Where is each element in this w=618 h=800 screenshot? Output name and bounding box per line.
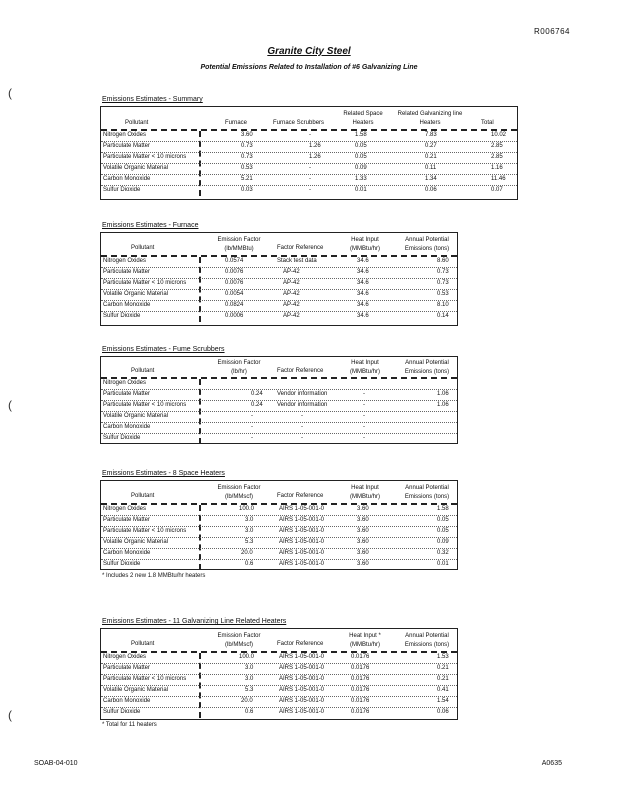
table-row: Volatile Organic Material 0.0054 AP-42 34.6 0.53 (101, 290, 457, 301)
page-title: Granite City Steel (267, 46, 351, 57)
col-header: Total (481, 120, 494, 126)
col-header: Furnace (225, 120, 248, 126)
table-row: Particulate Matter < 10 microns 0.73 1.26 0.05 0.21 2.85 (101, 153, 517, 164)
furnace-table (100, 232, 458, 326)
table-row: Nitrogen Oxides 100.0 AIRS 1-05-001-0 3.60 1.58 (101, 505, 457, 516)
footer-left-code: SOAB-04-010 (34, 760, 78, 767)
table-row: Particulate Matter < 10 microns 3.0 AIRS 1-05-001-0 3.60 0.05 (101, 527, 457, 538)
summary-section-title: Emissions Estimates - Summary (102, 96, 203, 103)
margin-bracket-icon: ( (8, 708, 12, 722)
galv-heaters-footnote: * Total for 11 heaters (102, 722, 157, 728)
table-row: Carbon Monoxide 0.0824 AP-42 34.6 8.10 (101, 301, 457, 312)
space-heaters-footnote: * Includes 2 new 1.8 MMBtu/hr heaters (102, 573, 206, 579)
col-header: Related Space Heaters (343, 111, 383, 126)
table-row: Nitrogen Oxides 100.0 AIRS 1-05-001-0 0.0176 1.53 (101, 653, 457, 664)
scrubbers-table: Pollutant Emission Factor (lb/hr) Factor Reference Heat Input (MMBtu/hr) Annual Potential Emissions (tons) Nitrogen Oxides Particulate Matter 0.24 Vendor information - 1.06 Particulate Matter < 10 microns 0.24 Vendor information - 1.06 Volatile Organic Material - - - Carbon Monoxide - - - Sulfur Dioxide - - - (100, 356, 458, 444)
footer-right-code: A0635 (541, 760, 562, 767)
table-row: Particulate Matter < 10 microns 0.24 Vendor information - 1.06 (101, 401, 457, 412)
table-row: Volatile Organic Material 5.3 AIRS 1-05-001-0 3.60 0.09 (101, 538, 457, 549)
table-row: Particulate Matter 0.24 Vendor information - 1.06 (101, 390, 457, 401)
document-number: R006764 (534, 27, 570, 36)
table-row: Particulate Matter < 10 microns 0.0076 AP-42 34.6 0.73 (101, 279, 457, 290)
table-row: Particulate Matter 0.73 1.26 0.05 0.27 2.85 (101, 142, 517, 153)
space-heaters-section-title: Emissions Estimates - 8 Space Heaters (102, 470, 225, 477)
table-row: Nitrogen Oxides 0.0574 Stack test data 34.6 8.60 (101, 257, 457, 268)
table-row: Sulfur Dioxide 0.6 AIRS 1-05-001-0 0.0176 0.06 (103, 709, 449, 715)
table-row: Carbon Monoxide 5.21 - 1.33 1.34 11.46 (101, 175, 517, 186)
table-row: Volatile Organic Material - - - (101, 412, 457, 423)
table-row: Carbon Monoxide - - - (101, 423, 457, 434)
galv-heaters-section-title: Emissions Estimates - 11 Galvanizing Line Related Heaters (102, 618, 287, 625)
scrubbers-section-title: Emissions Estimates - Fume Scrubbers (102, 346, 225, 353)
summary-rows (101, 131, 517, 196)
summary-table (100, 106, 518, 200)
table-row: Volatile Organic Material 0.53 - 0.09 0.11 1.16 (101, 164, 517, 175)
margin-bracket-icon: ( (8, 398, 12, 412)
table-row: Nitrogen Oxides 3.60 - 1.58 7.83 10.02 (101, 131, 517, 142)
table-row: Carbon Monoxide 20.0 AIRS 1-05-001-0 0.0176 1.54 (101, 697, 457, 708)
col-header: Pollutant (125, 120, 149, 126)
table-row: Sulfur Dioxide 0.6 AIRS 1-05-001-0 3.60 0.01 (103, 561, 449, 567)
page-subtitle: Potential Emissions Related to Installation of #6 Galvanizing Line (200, 64, 418, 71)
table-row: Particulate Matter 0.0076 AP-42 34.6 0.73 (101, 268, 457, 279)
table-row: Carbon Monoxide 20.0 AIRS 1-05-001-0 3.60 0.32 (101, 549, 457, 560)
table-row: Sulfur Dioxide 0.0006 AP-42 34.6 0.14 (103, 313, 449, 319)
table-row: Particulate Matter 3.0 AIRS 1-05-001-0 0.0176 0.21 (101, 664, 457, 675)
furnace-section-title: Emissions Estimates - Furnace (102, 222, 199, 229)
space-heaters-table: Pollutant Emission Factor (lb/MMscf) Factor Reference Heat Input (MMBtu/hr) Annual Potential Emissions (tons) Nitrogen Oxides 100.0 AIRS 1-05-001-0 3.60 1.58 Particulate Matter 3.0 AIRS 1-05-001-0 3.60 0.05 Particulate Matter < 10 microns 3.0 AIRS 1-05-001-0 3.60 0.05 Volatile Organic Material 5.3 AIRS 1-05-001-0 3.60 0.09 Carbon Monoxide 20.0 AIRS 1-05-001-0 3.60 0.32 Sulfur Dioxide 0.6 AIRS 1-05-001-0 3.60 0.01 (100, 480, 458, 570)
margin-bracket-icon: ( (8, 86, 12, 100)
table-row: Particulate Matter < 10 microns 3.0 AIRS 1-05-001-0 0.0176 0.21 (101, 675, 457, 686)
col-header: Related Galvanizing line Heaters (397, 111, 463, 126)
table-row: Nitrogen Oxides (101, 379, 457, 390)
table-row: Particulate Matter 3.0 AIRS 1-05-001-0 3.60 0.05 (101, 516, 457, 527)
table-row: Sulfur Dioxide 0.03 - 0.01 0.06 0.07 (103, 187, 503, 193)
table-row: Volatile Organic Material 5.3 AIRS 1-05-001-0 0.0176 0.41 (101, 686, 457, 697)
table-row: Sulfur Dioxide - - - (103, 435, 365, 441)
col-header: Furnace Scrubbers (273, 120, 325, 126)
summary-header (101, 107, 517, 131)
galv-heaters-table: Pollutant Emission Factor (lb/MMscf) Factor Reference Heat Input * (MMBtu/hr) Annual Potential Emissions (tons) Nitrogen Oxides 100.0 AIRS 1-05-001-0 0.0176 1.53 Particulate Matter 3.0 AIRS 1-05-001-0 0.0176 0.21 Particulate Matter < 10 microns 3.0 AIRS 1-05-001-0 0.0176 0.21 Volatile Organic Material 5.3 AIRS 1-05-001-0 0.0176 0.41 Carbon Monoxide 20.0 AIRS 1-05-001-0 0.0176 1.54 Sulfur Dioxide 0.6 AIRS 1-05-001-0 0.0176 0.06 (100, 628, 458, 720)
furnace-header: Pollutant Emission Factor (lb/MMBtu) Factor Reference Heat Input (MMBtu/hr) Annual Potential Emissions (tons) (101, 233, 457, 257)
